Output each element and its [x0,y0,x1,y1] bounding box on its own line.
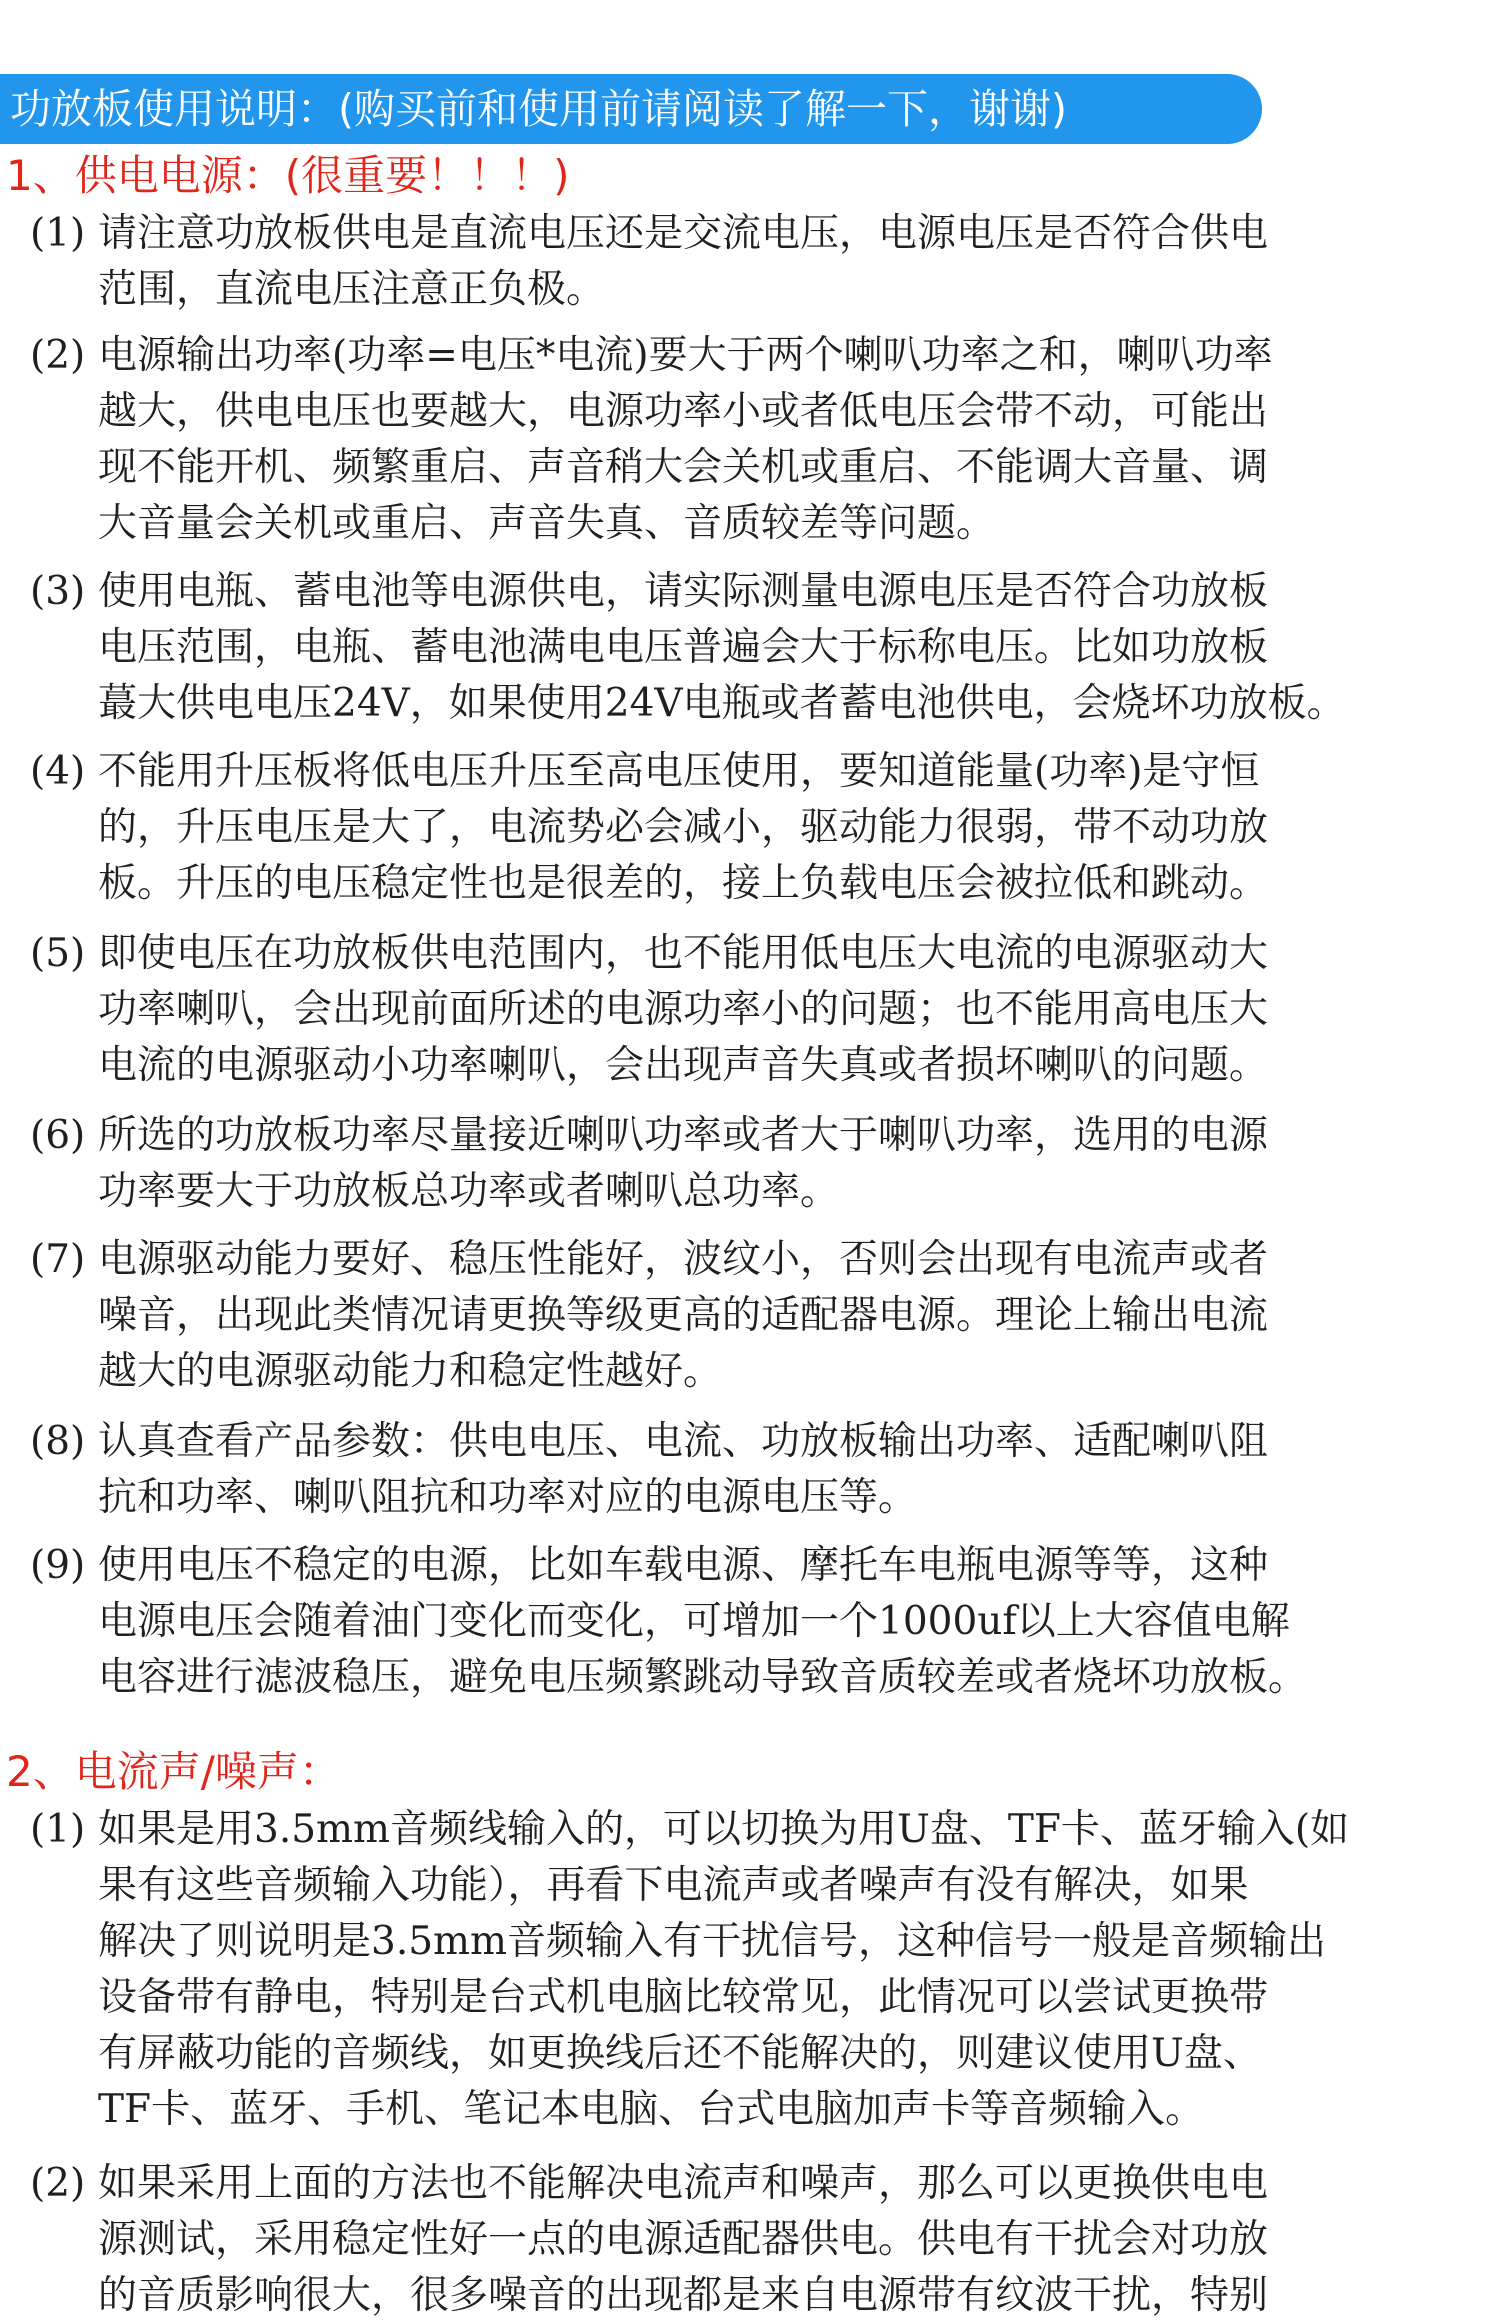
item-text: 不能用升压板将低电压升压至高电压使用，要知道能量(功率)是守恒 的，升压电压是大了，电流势必会减小，驱动能力很弱，带不动功放 板。升压的电压稳定性也是很差的，接上负载电压会被拉低和跳动。 [98,749,1269,906]
list-item [30,1108,1496,1220]
list-item [30,926,1496,1094]
item-text: 如果采用上面的方法也不能解决电流声和噪声，那么可以更换供电电 源测试，采用稳定性好一点的电源适配器供电。供电有干扰会对功放 的音质影响很大，很多噪音的出现都是来自电源带有纹波干扰，特别 [98,2161,1269,2318]
list-item [30,328,1496,552]
item-text: 使用电压不稳定的电源，比如车载电源、摩托车电瓶电源等等，这种 电源电压会随着油门变化而变化，可增加一个1000uf以上大容值电解 电容进行滤波稳压，避免电压频繁跳动导致音质较差或者烧坏功放板。 [98,1543,1308,1700]
item-text: 使用电瓶、蓄电池等电源供电，请实际测量电源电压是否符合功放板 电压范围，电瓶、蓄电池满电电压普遍会大于标称电压。比如功放板 蕞大供电电压24V，如果使用24V电瓶或者蓄电池供电，会烧坏功放板。 [98,569,1346,726]
item-text: 请注意功放板供电是直流电压还是交流电压，电源电压是否符合供电 范围，直流电压注意正负极。 [98,211,1269,312]
list-item [30,2156,1496,2322]
item-number: (4) [30,749,86,794]
item-number: (2) [30,2161,86,2206]
list-item [30,1414,1496,1526]
item-number: (7) [30,1237,86,1282]
item-number: (1) [30,211,86,256]
item-text: 如果是用3.5mm音频线输入的，可以切换为用U盘、TF卡、蓝牙输入(如 果有这些音频输入功能），再看下电流声或者噪声有没有解决，如果 解决了则说明是3.5mm音频输入有干扰信号，这种信号一般是音频输出 设备带有静电，特别是台式机电脑比较常见，此情况可以尝试更换带 有屏蔽功能的音频线，如更换线后还不能解决的，则建议使用U盘、 TF卡、蓝牙、手机、笔记本电脑、台式电脑加声卡等音频输入。 [98,1807,1350,2132]
list-item [30,1538,1496,1706]
item-number: (8) [30,1419,86,1464]
item-number: (5) [30,931,86,976]
item-number: (6) [30,1113,86,1158]
item-text: 电源驱动能力要好、稳压性能好，波纹小，否则会出现有电流声或者 噪音，出现此类情况请更换等级更高的适配器电源。理论上输出电流 越大的电源驱动能力和稳定性越好。 [98,1237,1269,1394]
item-text: 即使电压在功放板供电范围内，也不能用低电压大电流的电源驱动大 功率喇叭，会出现前面所述的电源功率小的问题；也不能用高电压大 电流的电源驱动小功率喇叭，会出现声音失真或者损坏喇叭的问题。 [98,931,1269,1088]
item-text: 电源输出功率(功率=电压*电流)要大于两个喇叭功率之和，喇叭功率 越大，供电电压也要越大，电源功率小或者低电压会带不动，可能出 现不能开机、频繁重启、声音稍大会关机或重启、不能调大音量、调 大音量会关机或重启、声音失真、音质较差等问题。 [98,333,1273,546]
list-item [30,206,1496,318]
section-heading-power-supply: 1、供电电源：(很重要！！！) [6,151,570,200]
item-text: 所选的功放板功率尽量接近喇叭功率或者大于喇叭功率，选用的电源 功率要大于功放板总功率或者喇叭总功率。 [98,1113,1269,1214]
item-number: (2) [30,333,86,378]
list-item [30,564,1496,732]
instructions-title-banner [0,74,1262,144]
banner-title: 功放板使用说明：(购买前和使用前请阅读了解一下，谢谢) [10,85,1067,133]
list-item [30,744,1496,912]
item-text: 认真查看产品参数：供电电压、电流、功放板输出功率、适配喇叭阻 抗和功率、喇叭阻抗和功率对应的电源电压等。 [98,1419,1269,1520]
item-number: (9) [30,1543,86,1588]
item-number: (3) [30,569,86,614]
item-number: (1) [30,1807,86,1852]
list-item [30,1232,1496,1400]
list-item [30,1802,1496,2138]
section-heading-current-noise: 2、电流声/噪声： [6,1747,341,1796]
